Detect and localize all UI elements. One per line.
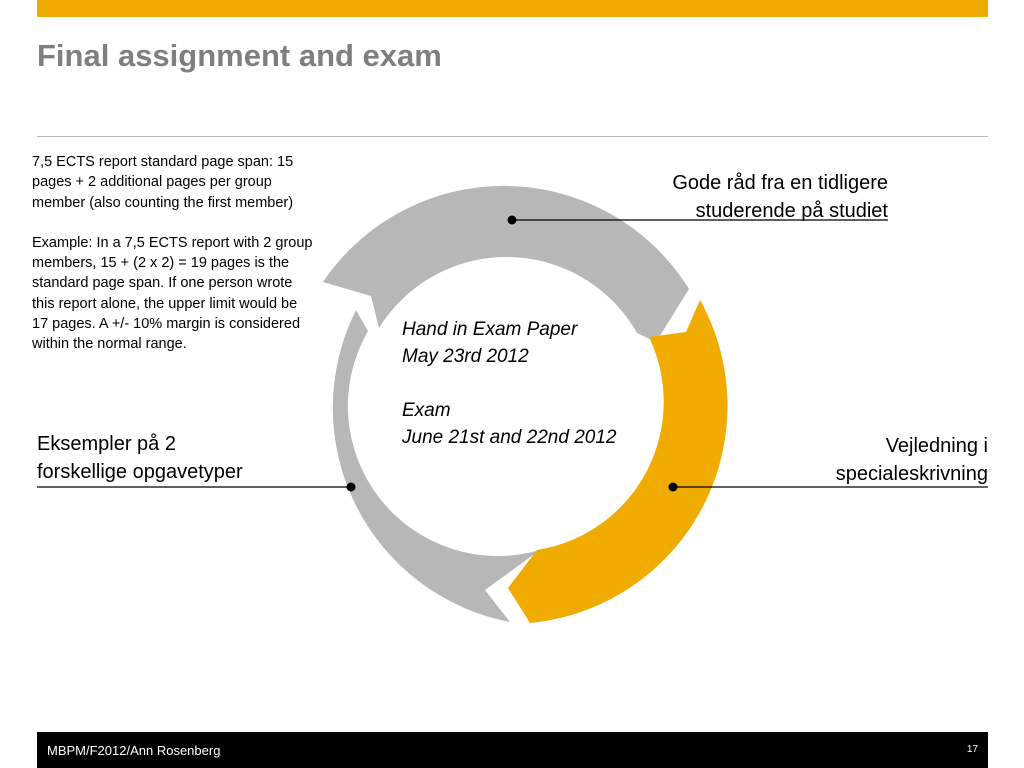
callout-tips: Gode råd fra en tidligere studerende på studiet <box>672 172 888 222</box>
page-number: 17 <box>966 744 978 755</box>
callout-supervision: Vejledning i specialeskrivning <box>835 435 988 485</box>
callout-examples: Eksempler på 2 forskellige opgavetyper <box>37 433 243 483</box>
footer-bar <box>37 732 988 768</box>
hand-in-date: May 23rd 2012 <box>402 346 529 367</box>
footer-credit: MBPM/F2012/Ann Rosenberg <box>47 743 221 758</box>
page-span-rule: 7,5 ECTS report standard page span: 15 pages + 2 additional pages per group member (also counting the first member) <box>32 154 294 211</box>
exam-label: Exam <box>402 400 451 421</box>
page-span-example: Example: In a 7,5 ECTS report with 2 group members, 15 + (2 x 2) = 19 pages is the standard page span. If one person wrote this report alone, the upper limit would be 17 pages. A +/- 10% margin is considered within the normal range. <box>32 234 313 353</box>
exam-date: June 21st and 22nd 2012 <box>402 427 617 448</box>
slide-title: Final assignment and exam <box>37 38 442 73</box>
exam-dates <box>402 316 642 451</box>
hand-in-label: Hand in Exam Paper <box>402 319 578 340</box>
